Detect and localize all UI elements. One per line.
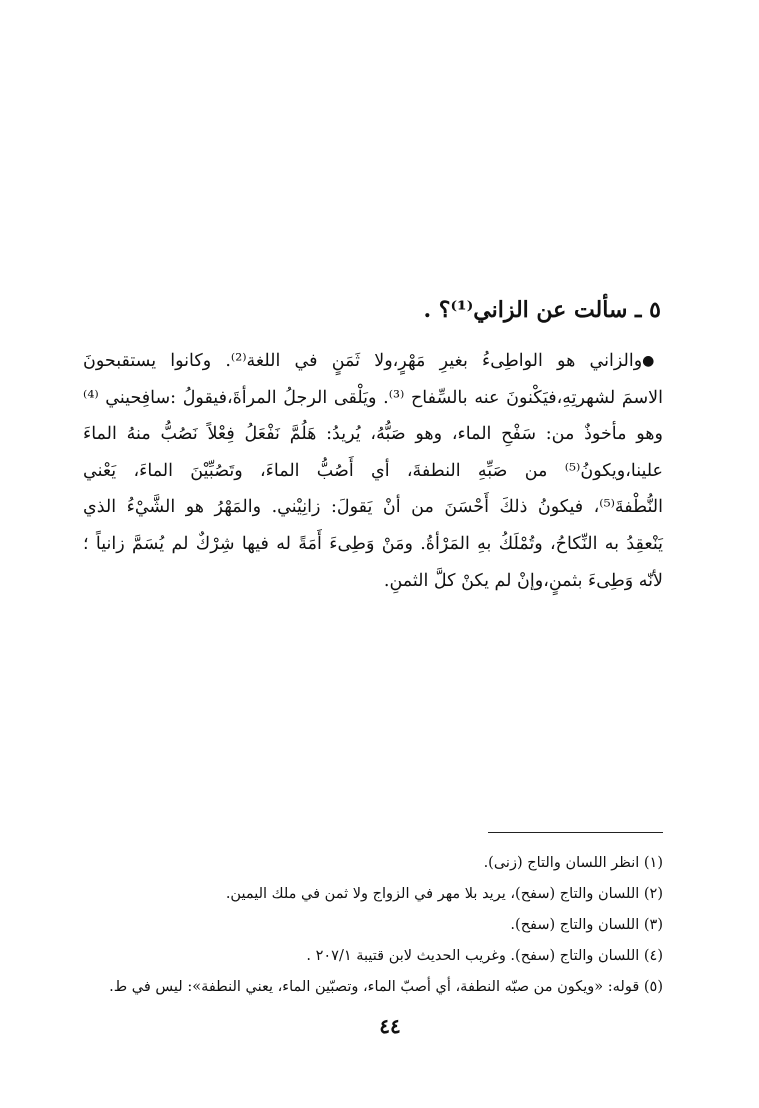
section-heading: ٥ ـ سألت عن الزاني⁽¹⁾؟ . [423,297,661,323]
paragraph-line-3: وهو مأخوذٌ من: سَفْحِ الماء، وهو صَبُّهُ، يُريدُ: هَلُمَّ نَفْعَلُ فِعْلاً نَصُبُّ منهُ الماءَ [83,424,663,445]
paragraph-line-1 [83,343,663,380]
footnote-4: (٤) اللسان والتاج (سفح). وغريب الحديث لابن قتيبة ٢٠٧/١ . [306,948,663,964]
main-paragraph [83,343,663,599]
footnote-2: (٢) اللسان والتاج (سفح)، يريد بلا مهر في الزواج ولا ثمن في ملك اليمين. [225,886,663,902]
page-number: ٤٤ [379,1014,401,1038]
footnotes [83,848,663,1003]
bullet-icon: ● [642,353,664,369]
paragraph-line-5: النُّطْفةَ⁽⁵⁾، فيكونُ ذلكَ أَحْسَنَ من أنْ يَقولَ: زانِيْني. والمَهْرُ هو الشَّيْءُ الذي [83,497,663,518]
paragraph-line-7: لأنّه وَطِىءَ بثمنٍ،وإنْ لم يكنْ كلَّ الثمنِ. [383,570,663,591]
footnote-3: (٣) اللسان والتاج (سفح). [510,917,663,933]
paragraph-line-6: يَنْعقِدُ به النِّكاحُ، وتُمْلَكُ بهِ المَرْأةُ. ومَنْ وَطِىءَ أَمَةً له فيها شِرْكٌ لم يُسَمَّ زانياً ؛ [83,533,663,554]
footnote-5: (٥) قوله: «ويكون من صبّه النطفة، أي أصبّ الماء، وتصبّين الماء، يعني النطفة»: ليس في ط. [109,979,663,995]
footnote-divider [488,832,663,833]
paragraph-line-2: الاسمَ لشهرتِهِ،فيَكْنونَ عنه بالسِّفاح ⁽³⁾. ويَلْقى الرجلُ المرأةَ،فيقولُ :سافِحيني ⁽⁴⁾ [83,387,663,408]
paragraph-line-1-text: والزاني هو الواطِىءُ بغيرِ مَهْرٍ،ولا ثَمَنٍ في اللغة⁽²⁾. وكانوا يستقبحونَ [83,351,643,371]
paragraph-line-4: علينا،ويكونُ⁽⁵⁾ من صَبِّهِ النطفةَ، أي أَصُبُّ الماءَ، وتَصُبِّيْنَ الماءَ، يَعْني [83,460,663,481]
footnote-1: (١) انظر اللسان والتاج (زنى). [483,855,663,871]
